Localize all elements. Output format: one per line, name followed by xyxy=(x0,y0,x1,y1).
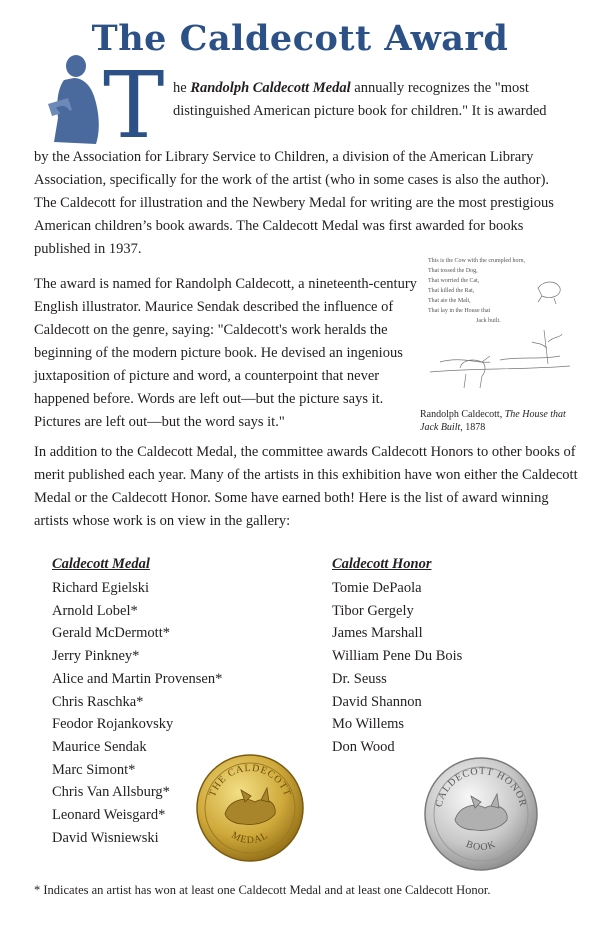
medal-name-emphasis: Randolph Caldecott Medal xyxy=(190,80,351,96)
page-title: The Caldecott Award xyxy=(91,18,509,59)
medal-top-text: THE CALDECOTT xyxy=(207,762,293,799)
medal-bottom-text: MEDAL xyxy=(229,829,271,847)
reading-child-silhouette xyxy=(34,52,106,148)
honor-list-heading: Caldecott Honor xyxy=(332,556,432,572)
list-item: Alice and Martin Provensen* xyxy=(52,670,223,687)
house-that-jack-built-illustration xyxy=(420,252,575,402)
list-item: David Wisniewski xyxy=(52,829,159,846)
illus-line: That killed the Rat, xyxy=(428,288,475,294)
list-item: Don Wood xyxy=(332,738,395,755)
list-item: Chris Van Allsburg* xyxy=(52,784,170,801)
list-item: Chris Raschka* xyxy=(52,693,144,710)
list-item: Arnold Lobel* xyxy=(52,602,138,619)
illus-line: Jack built. xyxy=(476,318,501,324)
caldecott-medal-image xyxy=(195,752,305,864)
list-item: William Pene Du Bois xyxy=(332,648,463,665)
illustration-caption: Randolph Caldecott, The House that Jack Built, 1878 xyxy=(420,409,566,433)
list-item: Leonard Weisgard* xyxy=(52,807,166,824)
intro-paragraph-start: he Randolph Caldecott Medal annually recognizes the "most distinguished American picture book for children." It is awarded xyxy=(173,80,547,119)
caldecott-honor-medal-image xyxy=(423,756,539,872)
illus-line: This is the Cow with the crumpled horn, xyxy=(428,258,525,264)
illus-line: That ate the Malt, xyxy=(428,298,471,304)
list-item: Tibor Gergely xyxy=(332,602,414,619)
list-item: Maurice Sendak xyxy=(52,738,147,755)
paragraph-about-caldecott: The award is named for Randolph Caldecott, a nineteenth-century English illustrator. Maurice Sendak described the influence of Caldecott on the genre, saying: "Caldecott's work heralds the beginning of the modern picture book. He devised an ingenious juxtaposition of picture and word, a counterpoint that never happened before. Words are left out—but the picture says it. Pictures are left out—but the word says it." xyxy=(34,276,417,430)
illus-line: That tossed the Dog, xyxy=(428,268,478,274)
illus-line: That lay in the House that xyxy=(428,308,491,314)
list-item: Dr. Seuss xyxy=(332,670,387,687)
list-item: David Shannon xyxy=(332,693,422,710)
drop-cap: T xyxy=(103,52,165,159)
footnote: * Indicates an artist has won at least one Caldecott Medal and at least one Caldecott Honor. xyxy=(34,883,491,897)
paragraph-honors: In addition to the Caldecott Medal, the committee awards Caldecott Honors to other books of merit published each year. Many of the artists in this exhibition have won either the Caldecott Medal or the Caldecott Honor. Some have earned both! Here is the list of award winning artists whose work is on view in the gallery: xyxy=(34,444,578,529)
list-item: Mo Willems xyxy=(332,716,405,733)
honor-winner-list xyxy=(332,577,462,759)
medal-list-heading: Caldecott Medal xyxy=(52,556,150,572)
list-item: Marc Simont* xyxy=(52,761,136,778)
illus-line: That worried the Cat, xyxy=(428,278,480,284)
list-item: Tomie DePaola xyxy=(332,580,422,596)
list-item: Richard Egielski xyxy=(52,580,150,596)
intro-paragraph-rest: by the Association for Library Service to Children, a division of the American Library Association, specifically for the work of the artist (who in some cases is also the author). The Caldecott for illustration and the Newbery Medal for writing are the most prestigious American children’s book awards. The Caldecott Medal was first awarded for books published in 1937. xyxy=(34,149,554,257)
honor-medal-bottom-text: BOOK xyxy=(464,838,498,854)
list-item: James Marshall xyxy=(332,625,423,642)
list-item: Jerry Pinkney* xyxy=(52,648,140,665)
list-item: Feodor Rojankovsky xyxy=(52,716,174,733)
list-item: Gerald McDermott* xyxy=(52,625,170,642)
honor-medal-top-text: CALDECOTT HONOR xyxy=(433,765,529,809)
